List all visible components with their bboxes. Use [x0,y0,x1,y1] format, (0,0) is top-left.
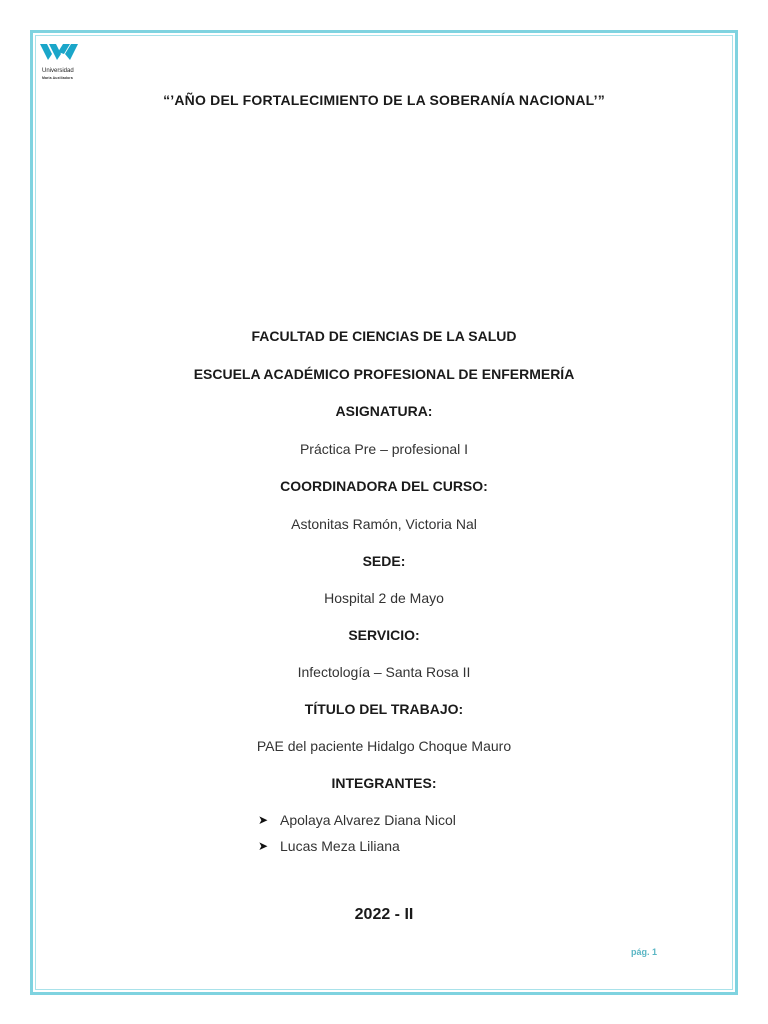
member-name: Apolaya Alvarez Diana Nicol [280,812,456,828]
school-heading: ESCUELA ACADÉMICO PROFESIONAL DE ENFERMERÍA [193,366,575,382]
list-item [258,837,456,863]
logo-university-subname: Maria Auxiliadora [42,76,73,80]
arrow-bullet-icon: ➤ [258,839,269,853]
member-name: Lucas Meza Liliana [280,838,400,854]
arrow-bullet-icon: ➤ [258,813,269,827]
work-title-value: PAE del paciente Hidalgo Choque Mauro [256,738,512,754]
year-title: “’AÑO DEL FORTALECIMIENTO DE LA SOBERANÍA NACIONAL’” [163,92,605,108]
academic-period: 2022 - II [354,906,414,923]
service-value: Infectología – Santa Rosa II [297,664,471,680]
site-label: SEDE: [362,553,406,569]
coordinator-value: Astonitas Ramón, Victoria Nal [291,516,477,532]
subject-label: ASIGNATURA: [335,403,433,419]
members-list [258,811,456,863]
site-value: Hospital 2 de Mayo [324,590,444,606]
list-item [258,811,456,837]
page-number: pág. 1 [631,947,658,957]
logo-university-name: Universidad [42,68,74,74]
members-label: INTEGRANTES: [331,775,437,791]
service-label: SERVICIO: [348,627,420,643]
coordinator-label: COORDINADORA DEL CURSO: [280,478,488,494]
subject-value: Práctica Pre – profesional I [299,441,469,457]
faculty-heading: FACULTAD DE CIENCIAS DE LA SALUD [251,328,517,344]
work-title-label: TÍTULO DEL TRABAJO: [304,701,464,717]
